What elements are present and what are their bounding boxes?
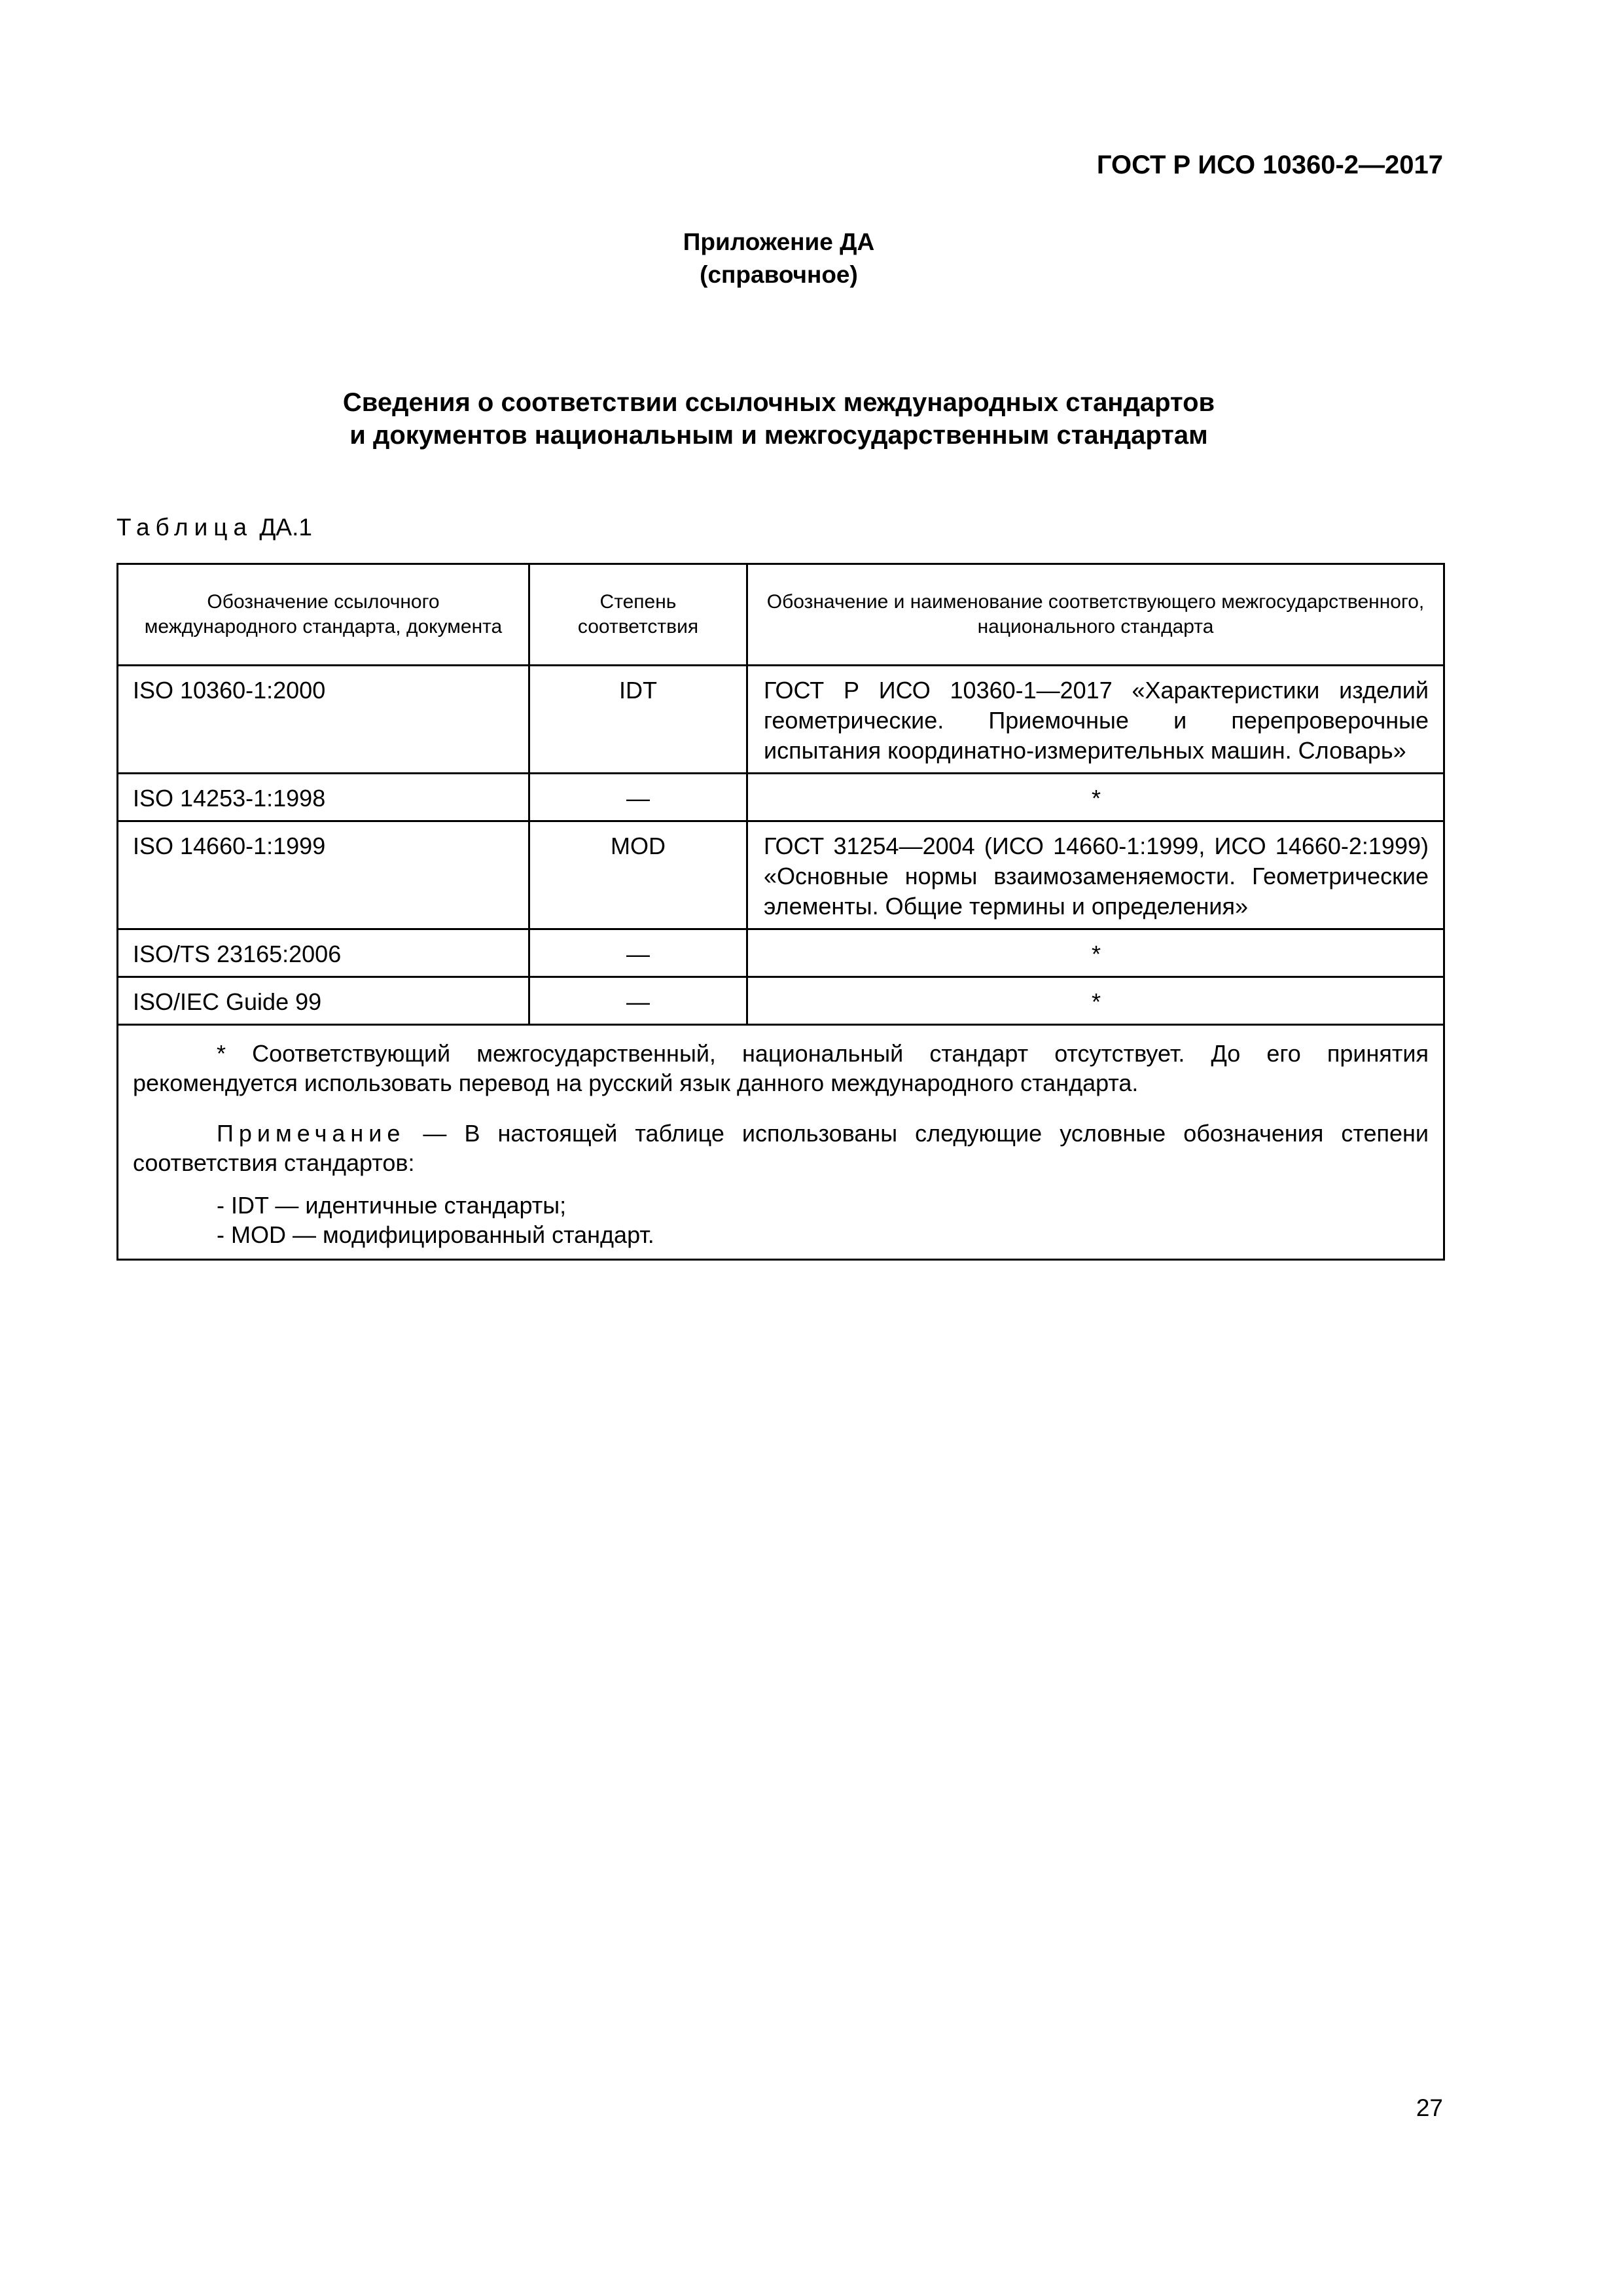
- table-caption: [116, 514, 312, 541]
- table-caption-word: Таблица: [116, 514, 253, 541]
- cell-national: ГОСТ 31254—2004 (ИСО 14660-1:1999, ИСО 14660-2:1999) «Основные нормы взаимозаменяемости. Геометрические элементы. Общие термины и определения»: [747, 821, 1444, 929]
- cell-degree: —: [529, 774, 747, 821]
- legend-item: - MOD — модифицированный стандарт.: [217, 1221, 654, 1248]
- standard-code: ГОСТ Р ИСО 10360-2—2017: [1096, 151, 1443, 179]
- cell-national: ГОСТ Р ИСО 10360-1—2017 «Характеристики изделий геометрические. Приемочные и перепроверочные испытания координатно-измерительных машин. Словарь»: [747, 666, 1444, 774]
- cell-reference: ISO 14660-1:1999: [118, 821, 529, 929]
- cell-degree: —: [529, 977, 747, 1025]
- cell-degree: MOD: [529, 821, 747, 929]
- main-title-line-2: и документов национальным и межгосударственным стандартам: [349, 421, 1208, 450]
- cell-reference: ISO 10360-1:2000: [118, 666, 529, 774]
- correspondence-table: [116, 563, 1445, 1261]
- cell-degree: IDT: [529, 666, 747, 774]
- note-head: Примечание: [217, 1120, 406, 1147]
- table-row: [118, 929, 1444, 977]
- table-notes: [118, 1025, 1444, 1260]
- header-national-standard: Обозначение и наименование соответствующего межгосударственного, национального стандарта: [747, 564, 1444, 666]
- table-row: [118, 821, 1444, 929]
- appendix-subtitle: (справочное): [700, 261, 858, 288]
- legend-item: - IDT — идентичные стандарты;: [217, 1192, 567, 1219]
- header-degree: Степень соответствия: [529, 564, 747, 666]
- page-number: 27: [1416, 2094, 1443, 2121]
- cell-national: *: [747, 929, 1444, 977]
- header-reference-standard: Обозначение ссылочного международного стандарта, документа: [118, 564, 529, 666]
- note: [133, 1119, 1429, 1177]
- main-title-line-1: Сведения о соответствии ссылочных международных стандартов: [342, 388, 1215, 417]
- table-caption-number: ДА.1: [259, 514, 312, 541]
- cell-national: *: [747, 774, 1444, 821]
- legend-list: [133, 1191, 1429, 1249]
- table-header-row: [118, 564, 1444, 666]
- table-row: [118, 666, 1444, 774]
- table-notes-row: [118, 1025, 1444, 1260]
- cell-degree: —: [529, 929, 747, 977]
- appendix-title: Приложение ДА: [683, 228, 875, 255]
- cell-national: *: [747, 977, 1444, 1025]
- footnote: * Соответствующий межгосударственный, национальный стандарт отсутствует. До его принятия рекомендуется использовать перевод на русский язык данного международного стандарта.: [133, 1040, 1429, 1096]
- note-text: — В настоящей таблице использованы следующие условные обозначения степени соответствия стандартов:: [133, 1120, 1429, 1176]
- cell-reference: ISO/TS 23165:2006: [118, 929, 529, 977]
- cell-reference: ISO/IEC Guide 99: [118, 977, 529, 1025]
- table-row: [118, 774, 1444, 821]
- main-title: [0, 386, 1558, 452]
- table-row: [118, 977, 1444, 1025]
- cell-reference: ISO 14253-1:1998: [118, 774, 529, 821]
